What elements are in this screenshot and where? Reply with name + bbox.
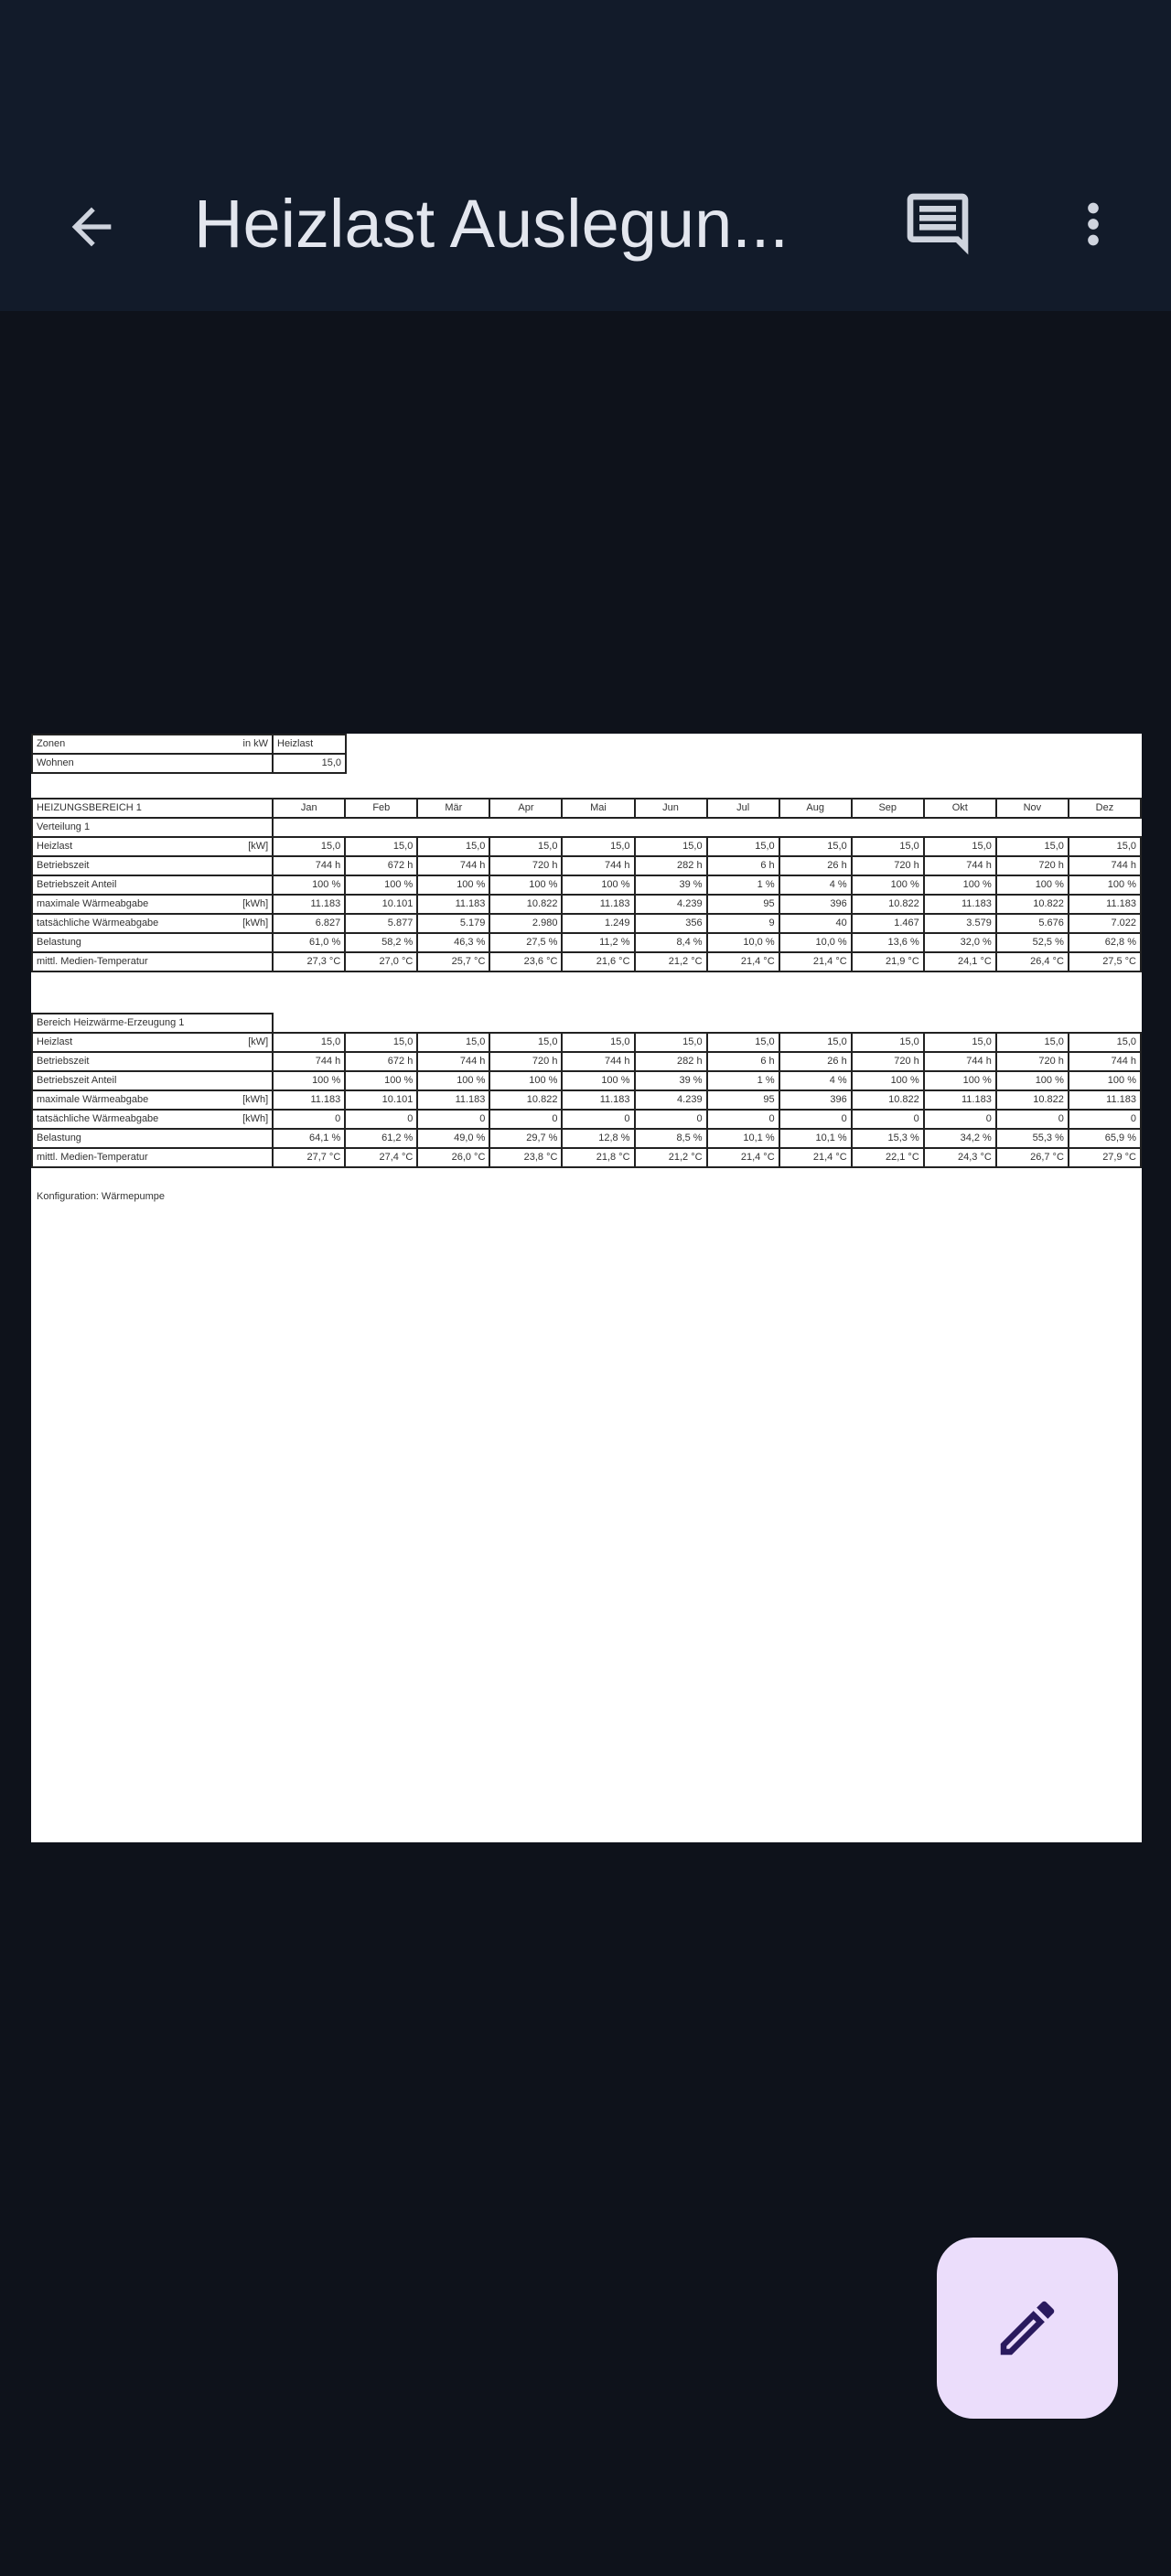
row-unit: [kW] <box>248 1036 269 1047</box>
table-cell: 27,9 °C <box>1069 1148 1141 1167</box>
table-cell: 11,2 % <box>562 933 634 952</box>
table-cell: 744 h <box>562 1052 634 1071</box>
table-cell: 6 h <box>707 856 779 875</box>
table-cell: 21,2 °C <box>635 952 707 971</box>
table-cell: 0 <box>852 1110 924 1129</box>
table-cell: 11.183 <box>562 1090 634 1110</box>
zone-name: Wohnen <box>32 754 273 773</box>
month-header-cell: Sep <box>852 799 924 818</box>
month-header-cell: Jul <box>707 799 779 818</box>
table-cell: 15,0 <box>489 1033 562 1052</box>
table-cell: 15,0 <box>852 837 924 856</box>
table-cell: 24,1 °C <box>924 952 996 971</box>
table-cell: 52,5 % <box>996 933 1069 952</box>
table-cell: 0 <box>779 1110 852 1129</box>
table-cell: 744 h <box>273 856 345 875</box>
month-header-cell: Apr <box>489 799 562 818</box>
more-vert-icon <box>1061 188 1125 261</box>
row-label-cell <box>32 895 273 914</box>
table-cell: 11.183 <box>562 895 634 914</box>
spreadsheet-preview[interactable] <box>31 734 1142 1842</box>
table-row <box>32 1052 1141 1071</box>
row-label: Belastung <box>37 1132 81 1143</box>
table-cell: 100 % <box>417 1071 489 1090</box>
table-cell: 15,0 <box>635 1033 707 1052</box>
table-cell: 100 % <box>273 1071 345 1090</box>
row-unit: [kWh] <box>242 898 269 909</box>
table-cell: 24,3 °C <box>924 1148 996 1167</box>
table-cell: 10,1 % <box>779 1129 852 1148</box>
table-cell: 23,8 °C <box>489 1148 562 1167</box>
table-row <box>32 1129 1141 1148</box>
table-cell: 100 % <box>852 1071 924 1090</box>
row-label-cell <box>32 1033 273 1052</box>
row-label-cell <box>32 1110 273 1129</box>
table-cell: 10,0 % <box>707 933 779 952</box>
row-label-cell <box>32 1090 273 1110</box>
table-cell: 5.676 <box>996 914 1069 933</box>
table-cell: 39 % <box>635 875 707 895</box>
table-cell: 744 h <box>924 856 996 875</box>
table-cell: 15,0 <box>345 837 417 856</box>
table-cell: 27,4 °C <box>345 1148 417 1167</box>
edit-pencil-icon <box>992 2292 1063 2364</box>
row-unit: [kW] <box>248 841 269 852</box>
table-cell: 13,6 % <box>852 933 924 952</box>
table-cell: 4 % <box>779 1071 852 1090</box>
row-unit: [kWh] <box>242 918 269 928</box>
table-cell: 10.822 <box>996 1090 1069 1110</box>
configuration-note: Konfiguration: Wärmepumpe <box>37 1191 166 1202</box>
table-cell: 0 <box>562 1110 634 1129</box>
table-cell: 11.183 <box>417 895 489 914</box>
table-cell: 27,5 % <box>489 933 562 952</box>
zones-table <box>31 734 347 774</box>
table-row <box>32 1110 1141 1129</box>
section-title: Bereich Heizwärme-Erzeugung 1 <box>32 1014 273 1033</box>
month-header-cell: Aug <box>779 799 852 818</box>
row-label: Heizlast <box>37 841 73 852</box>
table-cell: 720 h <box>489 1052 562 1071</box>
zone-row <box>32 754 346 773</box>
table-cell: 10.101 <box>345 1090 417 1110</box>
table-cell: 744 h <box>1069 856 1141 875</box>
table-cell: 22,1 °C <box>852 1148 924 1167</box>
row-label-cell <box>32 933 273 952</box>
table-cell: 100 % <box>1069 875 1141 895</box>
table-cell: 396 <box>779 1090 852 1110</box>
table-cell: 0 <box>417 1110 489 1129</box>
table-cell: 40 <box>779 914 852 933</box>
month-header-row <box>32 799 1141 818</box>
table-cell: 26,0 °C <box>417 1148 489 1167</box>
table-cell: 15,0 <box>996 837 1069 856</box>
row-unit: [kWh] <box>242 1094 269 1105</box>
heating-area-1-table <box>31 798 1142 972</box>
table-cell: 720 h <box>852 1052 924 1071</box>
zones-header-cell <box>32 735 273 754</box>
month-header-cell: Dez <box>1069 799 1141 818</box>
table-row <box>32 1090 1141 1110</box>
table-cell: 11.183 <box>924 1090 996 1110</box>
table-cell: 100 % <box>996 875 1069 895</box>
table-cell: 744 h <box>924 1052 996 1071</box>
table-cell: 46,3 % <box>417 933 489 952</box>
row-label: maximale Wärmeabgabe <box>37 898 149 909</box>
table-row <box>32 875 1141 895</box>
table-cell: 26,7 °C <box>996 1148 1069 1167</box>
row-label: Betriebszeit Anteil <box>37 879 117 890</box>
table-cell: 11.183 <box>417 1090 489 1110</box>
table-cell: 15,0 <box>562 1033 634 1052</box>
table-cell: 27,3 °C <box>273 952 345 971</box>
table-cell: 10.101 <box>345 895 417 914</box>
table-cell: 10.822 <box>489 895 562 914</box>
table-cell: 5.877 <box>345 914 417 933</box>
table-cell: 39 % <box>635 1071 707 1090</box>
row-label: Betriebszeit <box>37 1056 90 1067</box>
table-cell: 15,3 % <box>852 1129 924 1148</box>
table-cell: 15,0 <box>924 1033 996 1052</box>
table-cell: 672 h <box>345 1052 417 1071</box>
table-cell: 21,6 °C <box>562 952 634 971</box>
table-cell: 27,7 °C <box>273 1148 345 1167</box>
table-cell: 1 % <box>707 875 779 895</box>
table-cell: 15,0 <box>924 837 996 856</box>
table-row <box>32 933 1141 952</box>
table-cell: 100 % <box>489 1071 562 1090</box>
subtitle-spacer <box>273 818 1141 837</box>
table-row <box>32 952 1141 971</box>
table-cell: 15,0 <box>489 837 562 856</box>
table-cell: 396 <box>779 895 852 914</box>
table-cell: 1 % <box>707 1071 779 1090</box>
section-subtitle: Verteilung 1 <box>32 818 273 837</box>
table-cell: 100 % <box>562 1071 634 1090</box>
table-cell: 720 h <box>996 1052 1069 1071</box>
table-cell: 100 % <box>345 875 417 895</box>
table-cell: 15,0 <box>707 1033 779 1052</box>
row-label-cell <box>32 856 273 875</box>
table-cell: 11.183 <box>924 895 996 914</box>
table-cell: 61,0 % <box>273 933 345 952</box>
section-title-row <box>32 1014 1141 1033</box>
table-cell: 61,2 % <box>345 1129 417 1148</box>
table-cell: 10.822 <box>852 1090 924 1110</box>
table-row <box>32 856 1141 875</box>
table-cell: 744 h <box>1069 1052 1141 1071</box>
zones-header-label: Zonen <box>37 738 66 749</box>
table-cell: 4.239 <box>635 895 707 914</box>
table-row <box>32 1148 1141 1167</box>
table-cell: 27,5 °C <box>1069 952 1141 971</box>
month-header-cell: Jan <box>273 799 345 818</box>
zones-header-row <box>32 735 346 754</box>
table-cell: 21,2 °C <box>635 1148 707 1167</box>
table-cell: 8,5 % <box>635 1129 707 1148</box>
table-cell: 10,0 % <box>779 933 852 952</box>
table-cell: 0 <box>924 1110 996 1129</box>
row-label-cell <box>32 952 273 971</box>
table-cell: 95 <box>707 895 779 914</box>
table-cell: 15,0 <box>1069 1033 1141 1052</box>
table-cell: 32,0 % <box>924 933 996 952</box>
table-cell: 11.183 <box>1069 895 1141 914</box>
row-label: tatsächliche Wärmeabgabe <box>37 1113 159 1124</box>
table-cell: 720 h <box>489 856 562 875</box>
table-cell: 0 <box>707 1110 779 1129</box>
table-cell: 15,0 <box>562 837 634 856</box>
table-cell: 100 % <box>924 875 996 895</box>
row-label: maximale Wärmeabgabe <box>37 1094 149 1105</box>
table-cell: 5.179 <box>417 914 489 933</box>
table-cell: 58,2 % <box>345 933 417 952</box>
edit-fab-button[interactable] <box>937 2238 1118 2419</box>
zones-header-value: Heizlast <box>273 735 346 754</box>
row-label-cell <box>32 1052 273 1071</box>
row-unit: [kWh] <box>242 1113 269 1124</box>
table-cell: 29,7 % <box>489 1129 562 1148</box>
table-cell: 15,0 <box>779 837 852 856</box>
table-cell: 26 h <box>779 1052 852 1071</box>
arrow-back-icon <box>62 198 121 256</box>
row-label: mittl. Medien-Temperatur <box>37 956 148 967</box>
month-header-cell: Feb <box>345 799 417 818</box>
table-cell: 0 <box>635 1110 707 1129</box>
table-row <box>32 837 1141 856</box>
table-cell: 49,0 % <box>417 1129 489 1148</box>
table-cell: 744 h <box>417 1052 489 1071</box>
table-row <box>32 914 1141 933</box>
table-cell: 23,6 °C <box>489 952 562 971</box>
document-title: Heizlast Auslegun... <box>194 186 789 262</box>
table-cell: 100 % <box>924 1071 996 1090</box>
table-cell: 21,8 °C <box>562 1148 634 1167</box>
row-label: Betriebszeit Anteil <box>37 1075 117 1086</box>
table-cell: 15,0 <box>417 837 489 856</box>
table-cell: 15,0 <box>1069 837 1141 856</box>
table-cell: 0 <box>489 1110 562 1129</box>
row-label: Betriebszeit <box>37 860 90 871</box>
row-label-cell <box>32 875 273 895</box>
table-cell: 15,0 <box>273 1033 345 1052</box>
table-cell: 12,8 % <box>562 1129 634 1148</box>
table-cell: 1.467 <box>852 914 924 933</box>
table-row <box>32 895 1141 914</box>
table-cell: 15,0 <box>852 1033 924 1052</box>
table-cell: 0 <box>345 1110 417 1129</box>
title-spacer <box>273 1014 1141 1033</box>
table-cell: 21,4 °C <box>779 1148 852 1167</box>
section-title: HEIZUNGSBEREICH 1 <box>32 799 273 818</box>
table-cell: 11.183 <box>273 1090 345 1110</box>
table-cell: 3.579 <box>924 914 996 933</box>
zones-header-unit: in kW <box>242 738 268 749</box>
table-cell: 7.022 <box>1069 914 1141 933</box>
month-header-cell: Jun <box>635 799 707 818</box>
row-label-cell <box>32 1148 273 1167</box>
table-cell: 21,4 °C <box>779 952 852 971</box>
table-cell: 27,0 °C <box>345 952 417 971</box>
table-cell: 21,9 °C <box>852 952 924 971</box>
table-cell: 282 h <box>635 1052 707 1071</box>
table-cell: 0 <box>1069 1110 1141 1129</box>
table-cell: 62,8 % <box>1069 933 1141 952</box>
table-cell: 11.183 <box>1069 1090 1141 1110</box>
table-cell: 4.239 <box>635 1090 707 1110</box>
table-cell: 100 % <box>996 1071 1069 1090</box>
table-row <box>32 1071 1141 1090</box>
table-cell: 15,0 <box>996 1033 1069 1052</box>
table-cell: 100 % <box>489 875 562 895</box>
app-bar <box>0 0 1171 311</box>
table-cell: 10,1 % <box>707 1129 779 1148</box>
table-cell: 65,9 % <box>1069 1129 1141 1148</box>
table-cell: 11.183 <box>273 895 345 914</box>
table-cell: 15,0 <box>635 837 707 856</box>
table-cell: 744 h <box>562 856 634 875</box>
table-cell: 6 h <box>707 1052 779 1071</box>
comment-icon <box>901 188 974 261</box>
table-cell: 2.980 <box>489 914 562 933</box>
table-cell: 100 % <box>562 875 634 895</box>
table-cell: 100 % <box>417 875 489 895</box>
table-cell: 282 h <box>635 856 707 875</box>
row-label: mittl. Medien-Temperatur <box>37 1152 148 1163</box>
row-label-cell <box>32 837 273 856</box>
table-cell: 720 h <box>852 856 924 875</box>
table-cell: 10.822 <box>489 1090 562 1110</box>
table-cell: 744 h <box>417 856 489 875</box>
row-label: tatsächliche Wärmeabgabe <box>37 918 159 928</box>
back-button[interactable] <box>55 190 128 263</box>
table-cell: 25,7 °C <box>417 952 489 971</box>
table-cell: 64,1 % <box>273 1129 345 1148</box>
table-cell: 0 <box>273 1110 345 1129</box>
table-cell: 9 <box>707 914 779 933</box>
month-header-cell: Okt <box>924 799 996 818</box>
table-cell: 21,4 °C <box>707 1148 779 1167</box>
table-cell: 100 % <box>852 875 924 895</box>
table-cell: 15,0 <box>273 837 345 856</box>
subtitle-row <box>32 818 1141 837</box>
table-cell: 0 <box>996 1110 1069 1129</box>
table-cell: 10.822 <box>852 895 924 914</box>
more-options-button[interactable] <box>1061 183 1125 265</box>
row-label-cell <box>32 1071 273 1090</box>
month-header-cell: Nov <box>996 799 1069 818</box>
comments-button[interactable] <box>897 183 979 265</box>
row-label-cell <box>32 1129 273 1148</box>
table-cell: 15,0 <box>779 1033 852 1052</box>
table-cell: 100 % <box>1069 1071 1141 1090</box>
month-header-cell: Mai <box>562 799 634 818</box>
table-cell: 720 h <box>996 856 1069 875</box>
table-cell: 4 % <box>779 875 852 895</box>
heat-generation-1-table <box>31 1013 1142 1168</box>
table-cell: 15,0 <box>345 1033 417 1052</box>
table-cell: 26 h <box>779 856 852 875</box>
row-label: Belastung <box>37 937 81 948</box>
table-cell: 8,4 % <box>635 933 707 952</box>
table-cell: 100 % <box>273 875 345 895</box>
row-label: Heizlast <box>37 1036 73 1047</box>
table-cell: 15,0 <box>417 1033 489 1052</box>
table-row <box>32 1033 1141 1052</box>
table-cell: 672 h <box>345 856 417 875</box>
month-header-cell: Mär <box>417 799 489 818</box>
table-cell: 34,2 % <box>924 1129 996 1148</box>
zone-value: 15,0 <box>273 754 346 773</box>
table-cell: 744 h <box>273 1052 345 1071</box>
table-cell: 55,3 % <box>996 1129 1069 1148</box>
table-cell: 21,4 °C <box>707 952 779 971</box>
table-cell: 1.249 <box>562 914 634 933</box>
table-cell: 26,4 °C <box>996 952 1069 971</box>
row-label-cell <box>32 914 273 933</box>
table-cell: 356 <box>635 914 707 933</box>
table-cell: 6.827 <box>273 914 345 933</box>
table-cell: 95 <box>707 1090 779 1110</box>
table-cell: 10.822 <box>996 895 1069 914</box>
table-cell: 100 % <box>345 1071 417 1090</box>
table-cell: 15,0 <box>707 837 779 856</box>
